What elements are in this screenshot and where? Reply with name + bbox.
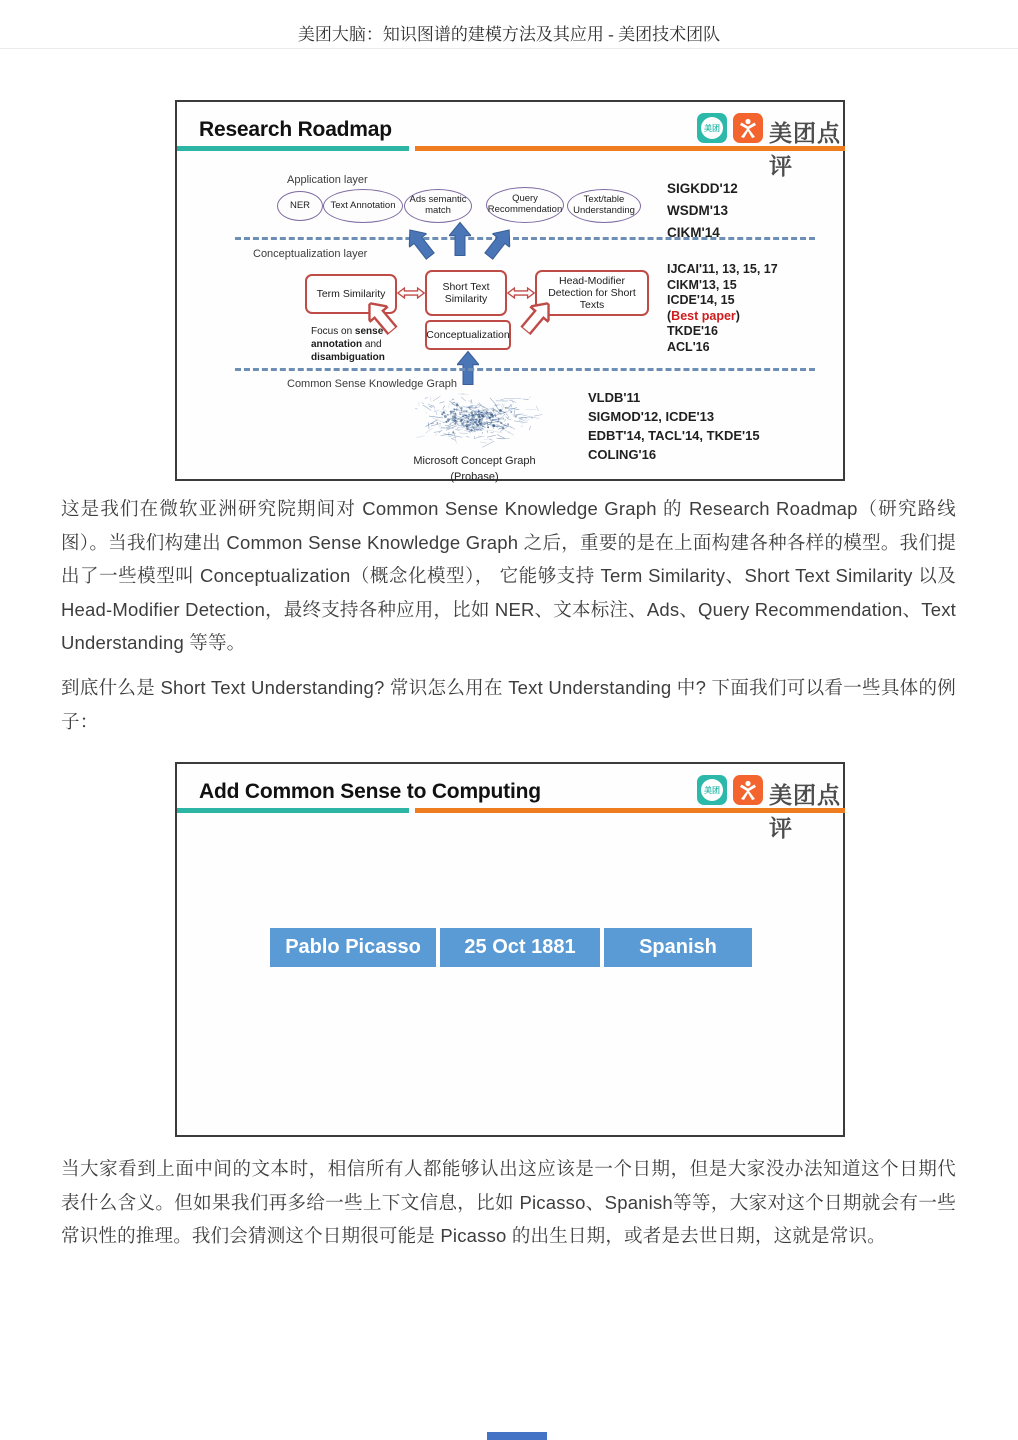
slide1-title: Research Roadmap — [199, 118, 392, 141]
box-head-modifier-detection: Head-Modifier Detection for Short Texts — [535, 270, 649, 316]
node-text-table-understanding: Text/table Understanding — [567, 189, 641, 223]
table-cell-date: 25 Oct 1881 — [440, 928, 600, 967]
publications-conceptualization: IJCAI'11, 13, 15, 17 CIKM'13, 15 ICDE'14, 15 (Best paper) TKDE'16 ACL'16 — [667, 262, 778, 354]
node-ner: NER — [277, 191, 323, 221]
node-query-recommendation: Query Recommendation — [486, 187, 564, 223]
application-layer-label: Application layer — [287, 174, 368, 186]
meituan-person-icon — [733, 775, 763, 805]
dashed-layer-line-2 — [235, 368, 815, 371]
meituan-badge-icon — [697, 113, 727, 143]
common-sense-graph-label: Common Sense Knowledge Graph — [287, 378, 457, 390]
paragraph-common-sense: 当大家看到上面中间的文本时，相信所有人都能够认出这应该是一个日期，但是大家没办法知道这个日期代表什么含义。但如果我们再多给一些上下文信息，比如 Picasso、Spanish等等，大家对这个日期就会有一些常识性的推理。我们会猜测这个日期很可能是 Picasso 的出生日期，或者是去世日期，这就是常识。 — [61, 1158, 956, 1246]
divider-orange — [415, 808, 845, 813]
up-arrow-icon — [477, 220, 520, 267]
page-title: 美团大脑：知识图谱的建模方法及其应用 - 美团技术团队 — [297, 25, 721, 44]
divider-teal — [177, 146, 409, 151]
person-glyph — [737, 779, 759, 801]
slide-research-roadmap — [175, 100, 845, 481]
slide-add-common-sense — [175, 762, 845, 1137]
focus-note: Focus on sense annotation and disambiguation — [311, 326, 385, 363]
best-paper-line: (Best paper) — [667, 308, 740, 323]
meituan-dianping-wordmark: 美团点评 — [769, 120, 841, 179]
person-glyph — [737, 117, 759, 139]
paragraph-question: 到底什么是 Short Text Understanding? 常识怎么用在 Text Understanding 中? 下面我们可以看一些具体的例子： — [61, 677, 956, 732]
double-arrow-icon — [397, 286, 425, 300]
concept-graph-illustration — [389, 385, 559, 451]
box-short-text-similarity: Short Text Similarity — [425, 270, 507, 316]
divider-orange — [415, 146, 845, 151]
dashed-layer-line-1 — [235, 237, 815, 240]
meituan-badge-label: 美团 — [701, 117, 723, 139]
slide2-title: Add Common Sense to Computing — [199, 780, 541, 803]
box-conceptualization: Conceptualization — [425, 320, 511, 350]
conceptualization-layer-label: Conceptualization layer — [253, 248, 368, 260]
divider-teal — [177, 808, 409, 813]
paragraph-roadmap: 这是我们在微软亚洲研究院期间对 Common Sense Knowledge Graph 的 Research Roadmap（研究路线图）。当我们构建出 Common Sense Knowledge Graph 之后，重要的是在上面构建各种各样的模型。我们提出了一些模型叫 Conceptualization（概念化模型）， 它能够支持 Term Similarity、Short Text Similarity 以及 Head-Modifier Detection，最终支持各种应用，比如 NER、文本标注、Ads、Query Recommendation、Text Understanding 等等。 — [61, 498, 956, 653]
up-arrow-icon — [449, 216, 471, 262]
up-arrow-icon — [398, 220, 441, 267]
node-ads-semantic-match: Ads semantic match — [404, 189, 472, 223]
meituan-person-icon — [733, 113, 763, 143]
graph-caption: Microsoft Concept Graph (Probase) — [413, 455, 536, 483]
table-cell-nationality: Spanish — [604, 928, 752, 967]
page-header — [0, 0, 1018, 49]
meituan-badge-icon: 美团 — [697, 775, 727, 805]
meituan-dianping-wordmark: 美团点评 — [769, 782, 841, 841]
table-cell-name: Pablo Picasso — [270, 928, 436, 967]
partial-next-figure — [487, 1432, 547, 1440]
box-term-similarity: Term Similarity — [305, 274, 397, 314]
node-text-annotation: Text Annotation — [323, 189, 403, 223]
publications-graph: VLDB'11 SIGMOD'12, ICDE'13 EDBT'14, TACL'14, TKDE'15 COLING'16 — [588, 390, 760, 462]
publications-application: SIGKDD'12 WSDM'13 CIKM'14 — [667, 181, 738, 240]
double-arrow-icon — [507, 286, 535, 300]
